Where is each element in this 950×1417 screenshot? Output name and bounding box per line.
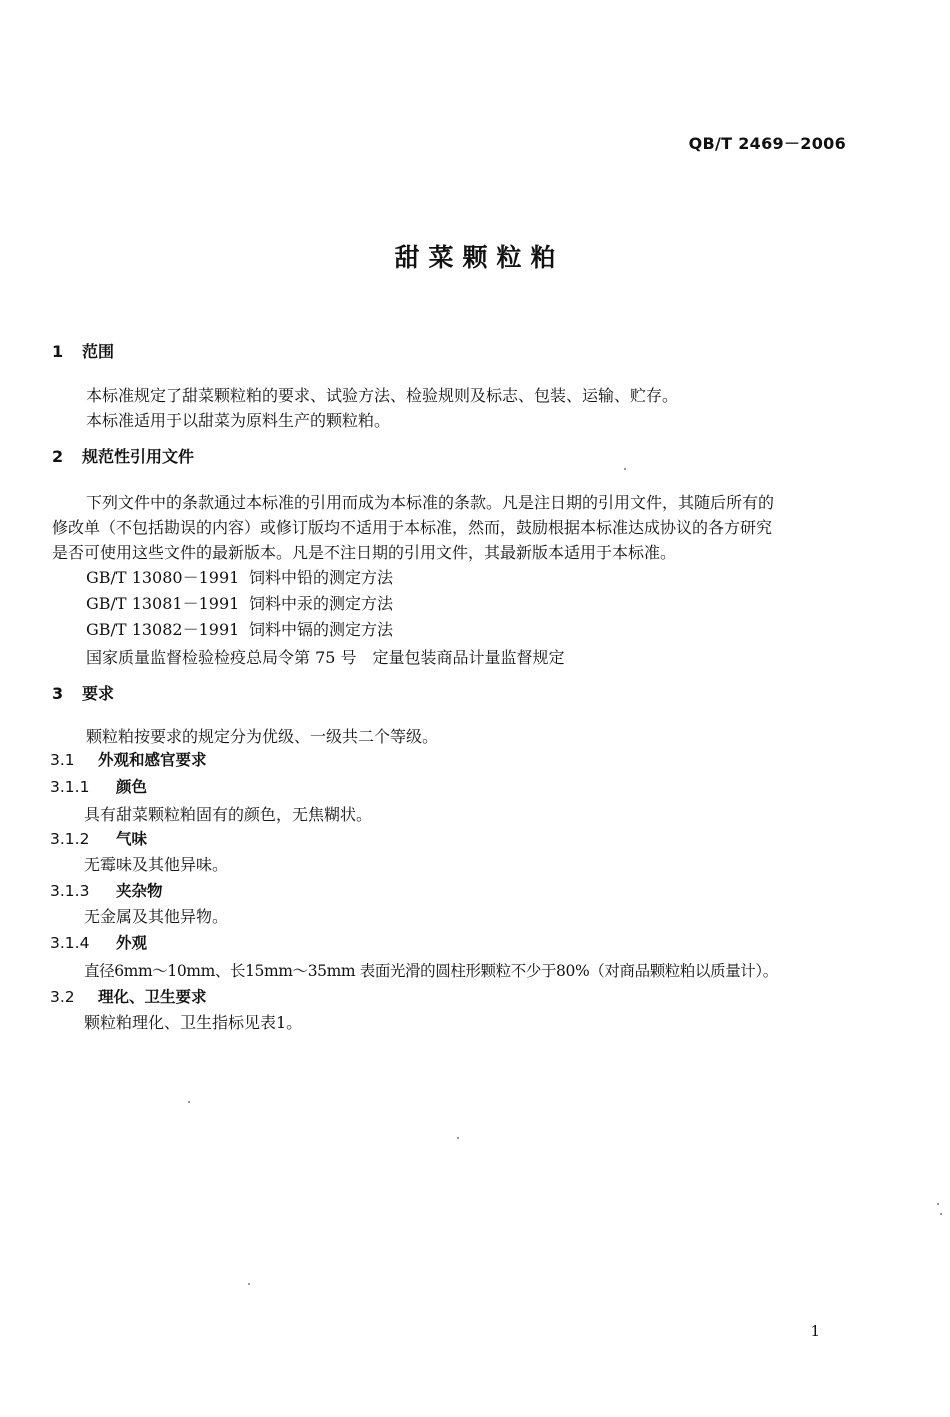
paragraph-line: 修改单（不包括勘误的内容）或修订版均不适用于本标准，然而，鼓励根据本标准达成协议的各方研究 xyxy=(52,518,773,537)
page-number: 1 xyxy=(810,1322,820,1340)
subsection-title: 气味 xyxy=(116,830,148,848)
paragraph: 本标准规定了甜菜颗粒粕的要求、试验方法、检验规则及标志、包装、运输、贮存。 xyxy=(86,386,679,405)
reference-item xyxy=(86,568,393,588)
paragraph: 本标准适用于以甜菜为原料生产的颗粒粕。 xyxy=(86,411,391,430)
reference-item xyxy=(86,594,393,614)
paragraph: 无霉味及其他异味。 xyxy=(84,855,229,874)
subsection-title: 颜色 xyxy=(116,778,148,796)
scan-speck xyxy=(457,1137,459,1139)
section-title: 要求 xyxy=(82,684,115,703)
paragraph: 直径6mm～10mm、长15mm～35mm 表面光滑的圆柱形颗粒不少于80%（对商品颗粒粕以质量计）。 xyxy=(84,962,778,980)
section-number: 3 xyxy=(52,684,64,703)
scan-speck xyxy=(248,1283,250,1285)
section-title: 规范性引用文件 xyxy=(82,447,195,466)
section-2-heading xyxy=(52,447,194,467)
reference-code: GB/T 13081－1991 xyxy=(86,594,240,613)
scan-speck xyxy=(937,1203,939,1205)
subsection-3-1-heading xyxy=(50,750,207,770)
paragraph: 具有甜菜颗粒粕固有的颜色，无焦糊状。 xyxy=(84,805,373,824)
subsection-number: 3.1.2 xyxy=(50,830,90,848)
paragraph: 无金属及其他异物。 xyxy=(84,907,229,926)
subsection-title: 理化、卫生要求 xyxy=(98,988,207,1006)
subsection-number: 3.1.4 xyxy=(50,934,90,952)
reference-title: 饲料中镉的测定方法 xyxy=(249,620,394,639)
scan-speck xyxy=(624,468,626,470)
subsection-number: 3.1.3 xyxy=(50,882,90,900)
reference-item xyxy=(86,620,393,640)
document-title: 甜菜颗粒粕 xyxy=(394,243,565,272)
paragraph: 颗粒粕按要求的规定分为优级、一级共二个等级。 xyxy=(86,727,439,746)
subsection-title: 夹杂物 xyxy=(116,882,163,900)
standard-code: QB/T 2469－2006 xyxy=(688,134,846,153)
subsection-3-1-4-heading xyxy=(50,933,147,953)
section-title: 范围 xyxy=(82,342,115,361)
reference-title: 饲料中铅的测定方法 xyxy=(249,568,394,587)
paragraph-line: 是否可使用这些文件的最新版本。凡是不注日期的引用文件，其最新版本适用于本标准。 xyxy=(52,543,677,562)
reference-order: 国家质量监督检验检疫总局令第 75 号 定量包装商品计量监督规定 xyxy=(86,648,565,667)
section-number: 1 xyxy=(52,342,64,361)
subsection-number: 3.1 xyxy=(50,751,75,769)
subsection-title: 外观和感官要求 xyxy=(98,751,207,769)
paragraph-line: 下列文件中的条款通过本标准的引用而成为本标准的条款。凡是注日期的引用文件，其随后所有的 xyxy=(86,493,775,512)
scan-speck xyxy=(940,1213,942,1215)
subsection-number: 3.1.1 xyxy=(50,778,90,796)
reference-title: 饲料中汞的测定方法 xyxy=(249,594,394,613)
subsection-title: 外观 xyxy=(116,934,148,952)
section-1-heading xyxy=(52,342,114,362)
subsection-3-1-2-heading xyxy=(50,829,147,849)
scan-speck xyxy=(188,1101,190,1103)
subsection-3-1-3-heading xyxy=(50,881,163,901)
paragraph: 颗粒粕理化、卫生指标见表1。 xyxy=(84,1013,303,1032)
section-3-heading xyxy=(52,684,114,704)
subsection-number: 3.2 xyxy=(50,988,75,1006)
subsection-3-1-1-heading xyxy=(50,777,147,797)
subsection-3-2-heading xyxy=(50,987,207,1007)
reference-code: GB/T 13080－1991 xyxy=(86,568,240,587)
section-number: 2 xyxy=(52,447,64,466)
reference-code: GB/T 13082－1991 xyxy=(86,620,240,639)
